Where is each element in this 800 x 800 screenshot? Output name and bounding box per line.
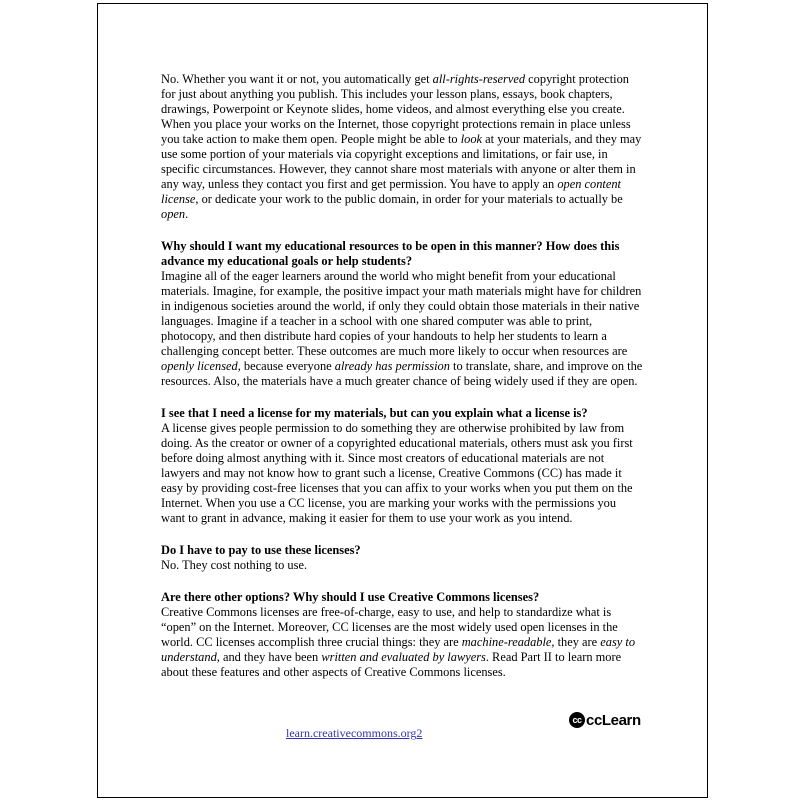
faq-section (161, 239, 643, 389)
footer-link[interactable]: learn.creativecommons.org (286, 726, 417, 740)
question-heading: Do I have to pay to use these licenses? (161, 543, 361, 557)
faq-section (161, 406, 643, 526)
document-body (161, 72, 643, 680)
answer-paragraph: Imagine all of the eager learners around the world who might benefit from your educational materials. Imagine, for example, the positive impact your math materials might have for children in indigenous societies around the world, if only they could obtain those materials in their native languages. Imagine if a teacher in a school with one shared computer was able to print, photocopy, and then distribute hard copies of your handouts to help her students to learn a challenging concept better. These outcomes are much more likely to occur when resources are openly licensed, because everyone already has permission to translate, share, and improve on the resources. Also, the materials have a much greater chance of being widely used if they are open. (161, 269, 643, 388)
answer-paragraph: No. They cost nothing to use. (161, 558, 308, 572)
footer (286, 726, 422, 741)
document-page (97, 3, 708, 798)
faq-section (161, 72, 643, 222)
cclearn-logo-text: ccLearn (586, 711, 641, 729)
cc-circle-icon: cc (569, 712, 585, 728)
answer-paragraph: No. Whether you want it or not, you automatically get all-rights-reserved copyright protection for just about anything you publish. This includes your lesson plans, essays, book chapters, drawings, Powerpoint or Keynote slides, home videos, and almost everything else you create. When you place your works on the Internet, those copyright protections remain in place unless you take action to make them open. People might be able to look at your materials, and they may use some portion of your materials via copyright exceptions and limitations, or fair use, in specific circumstances. However, they cannot share most materials with anyone or alter them in any way, unless they contact you first and get permission. You have to apply an open content license, or dedicate your work to the public domain, in order for your materials to actually be open. (161, 72, 642, 221)
faq-section (161, 543, 643, 573)
question-heading: Are there other options? Why should I use Creative Commons licenses? (161, 590, 540, 604)
question-heading: I see that I need a license for my materials, but can you explain what a license is? (161, 406, 588, 420)
question-heading: Why should I want my educational resources to be open in this manner? How does this advance my educational goals or help students? (161, 239, 620, 268)
page-number: 2 (416, 726, 423, 740)
cclearn-logo (569, 711, 641, 729)
faq-section (161, 590, 643, 680)
answer-paragraph: Creative Commons licenses are free-of-charge, easy to use, and help to standardize what is “open” on the Internet. Moreover, CC licenses are the most widely used open licenses in the world. CC licenses accomplish three crucial things: they are machine-readable, they are easy to understand, and they have been written and evaluated by lawyers. Read Part II to learn more about these features and other aspects of Creative Commons licenses. (161, 605, 636, 679)
answer-paragraph: A license gives people permission to do something they are otherwise prohibited by law from doing. As the creator or owner of a copyrighted educational materials, others must ask you first before doing almost anything with it. Since most creators of educational materials are not lawyers and may not know how to grant such a license, Creative Commons (CC) has made it easy by providing cost-free licenses that you can affix to your works when you put them on the Internet. When you use a CC license, you are marking your works with the permissions you want to grant in advance, making it easier for them to use your work as you intend. (161, 421, 633, 525)
